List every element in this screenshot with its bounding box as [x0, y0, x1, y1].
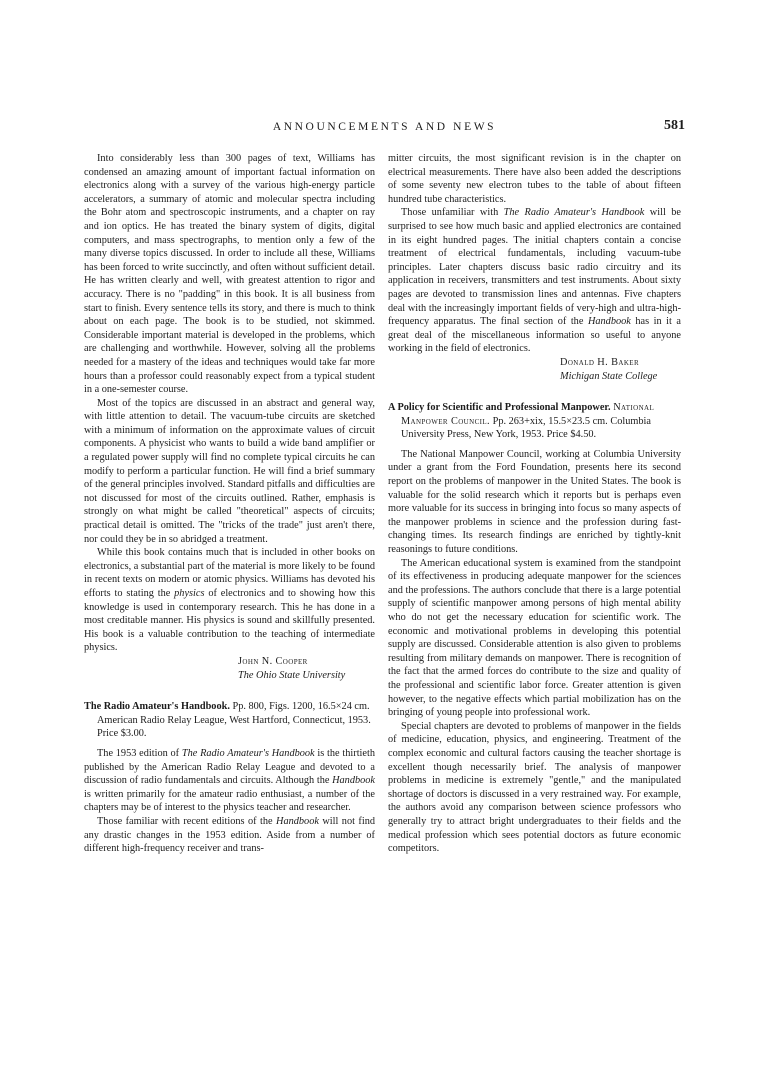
paragraph: While this book contains much that is included in other books on electronics, a substantial part of the material is more likely to be found in recent texts on modern or atomic physics. Williams has devoted his efforts to stating the physics of electronics and to showing how this knowledge is used in contemporary research. This he has done in a most creditable manner. His physics is sound and skillfully presented. His book is a valuable contribution to the teaching of intermediate physics.: [84, 547, 376, 654]
reviewer-name: John N. Cooper: [238, 655, 308, 667]
paragraph: Special chapters are devoted to problems of manpower in the fields of medicine, education, physics, and engineering. Treatment of the complex economic and cultural factors causing the teacher shortage is excellent though necessarily brief. The analysis of manpower problems in medicine is extremely "gentle," and the manipulated shortage of doctors is discussed in a very restrained way. For example, the authors avoid any comparison between science professors who generally try to attract bright undergraduates to their fields and the medical profession which sees potential doctors as future economic competitors.: [388, 720, 681, 855]
running-head: ANNOUNCEMENTS AND NEWS: [272, 121, 497, 133]
left-column: [84, 152, 375, 856]
paragraph: Into considerably less than 300 pages of text, Williams has condensed an amazing amount of important factual information on electronics along with a survey of the various high-energy particle accelerators, a summary of atomic and molecular spectra including the Bohr atom and spectroscopic instruments, and a chapter on ray and ion optics. He has treated the binary system of digits, digital computers, and mass spectrographs, to mention only a few of the many diverse topics discussed. In order to include all these, Williams has been forced to write succinctly, and often without sufficient detail. He has written clearly and well, with greatest attention to rigor and accuracy. There is no "padding" in this book. It is all business from start to finish. Every sentence tells its story, and there is much to think about on each page. The book is to be studied, not skimmed. Considerable important material is developed in the problems, which are challenging and worthwhile. However, solving all the problems needed for a mastery of the ideas and techniques would take far more hours than a professor could reasonably expect from a typical student in a one-semester course.: [84, 153, 375, 396]
paragraph: Those unfamiliar with The Radio Amateur's Handbook will be surprised to see how much basic and applied electronics are contained in its eight hundred pages. The initial chapters contain a concise treatment of electrical fundamentals, including vacuum-tube principles. Later chapters discuss basic radio circuitry and its application in receivers, transmitters and test instruments. About sixty pages are devoted to transmission lines and antennas. Five chapters deal with the increasingly important fields of very-high and ultra-high-frequency apparatus. The final section of the Handbook has in it a great deal of the miscellaneous information so useful to anyone working in the field of electronics.: [388, 207, 681, 355]
paragraph: The 1953 edition of The Radio Amateur's Handbook is the thirtieth published by the American Radio Relay League and devoted to a discussion of radio fundamentals and circuits. Although the Handbook is written primarily for the amateur radio enthusiast, a number of the chapters may be of interest to the physics teacher and researcher.: [84, 747, 375, 814]
review-heading: [84, 700, 375, 741]
right-column: [388, 152, 681, 856]
review-publication: Pp. 263+xix, 15.5×23.5 cm. Columbia University Press, New York, 1953. Price $4.50.: [401, 415, 651, 441]
review-publisher-org: National Manpower Council.: [401, 402, 655, 427]
reviewer-name: Donald H. Baker: [560, 356, 640, 368]
paragraph: Those familiar with recent editions of the Handbook will not find any drastic changes in the 1953 edition. Aside from a number of different high-frequency receiver and trans-: [84, 815, 375, 855]
review-title: The Radio Amateur's Handbook.: [84, 701, 230, 713]
page-number: 581: [664, 118, 685, 133]
review-publication: Pp. 800, Figs. 1200, 16.5×24 cm. American Radio Relay League, West Hartford, Connecticut, 1953. Price $3.00.: [97, 701, 371, 740]
reviewer-institution: The Ohio State University: [238, 669, 346, 681]
paragraph: The American educational system is examined from the standpoint of its effectiveness in producing adequate manpower for the sciences and the professions. The authors conclude that there is a large potential supply of scientific manpower among persons of high mental ability who do not get the necessary education for scientific work. The economic and motivational problems in developing this potential supply are discussed. Considerable attention is also given to problems resulting from military demands on manpower. There is recognition of the fact that the armed forces do contribute to the size and quality of the professional and scientific labor force. Greater attention is given however, to the negative effects which partial mobilization has on the bringing of young people into professional work.: [388, 557, 681, 719]
page-header: [84, 118, 685, 137]
review-heading: [388, 401, 681, 442]
review-title: A Policy for Scientific and Professional Manpower.: [388, 402, 611, 414]
paragraph: Most of the topics are discussed in an abstract and general way, with little attention to detail. The vacuum-tube circuits are sketched with a minimum of information on the approximate values of circuit components. A physicist who wants to build a wide band amplifier or a regulated power supply will find no complete typical circuits he can modify to perform a particular function. He will find a brief summary of the general principles involved. Standard pitfalls and difficulties are not discussed for most of the circuits outlined. Rather, emphasis is strongly on what might be called "theoretical" aspects of circuits; practical detail is omitted. The "tricks of the trade" just aren't there, nor could they be in so abridged a treatment.: [84, 397, 375, 545]
paragraph: mitter circuits, the most significant revision is in the chapter on electrical measurements. There have also been added the descriptions of some seventy new electron tubes to the table of about fifteen hundred tube characteristics.: [388, 153, 681, 205]
paragraph: The National Manpower Council, working at Columbia University under a grant from the Ford Foundation, presents here its second report on the problems of manpower in the United States. The book is valuable for the solid research which it reports but is perhaps even more valuable for its success in bringing into focus so many aspects of the manpower problems in science and the profession during fast-changing times. Its research findings are enriched by tightly-knit reasonings to future conditions.: [388, 448, 681, 556]
reviewer-institution: Michigan State College: [560, 370, 658, 382]
